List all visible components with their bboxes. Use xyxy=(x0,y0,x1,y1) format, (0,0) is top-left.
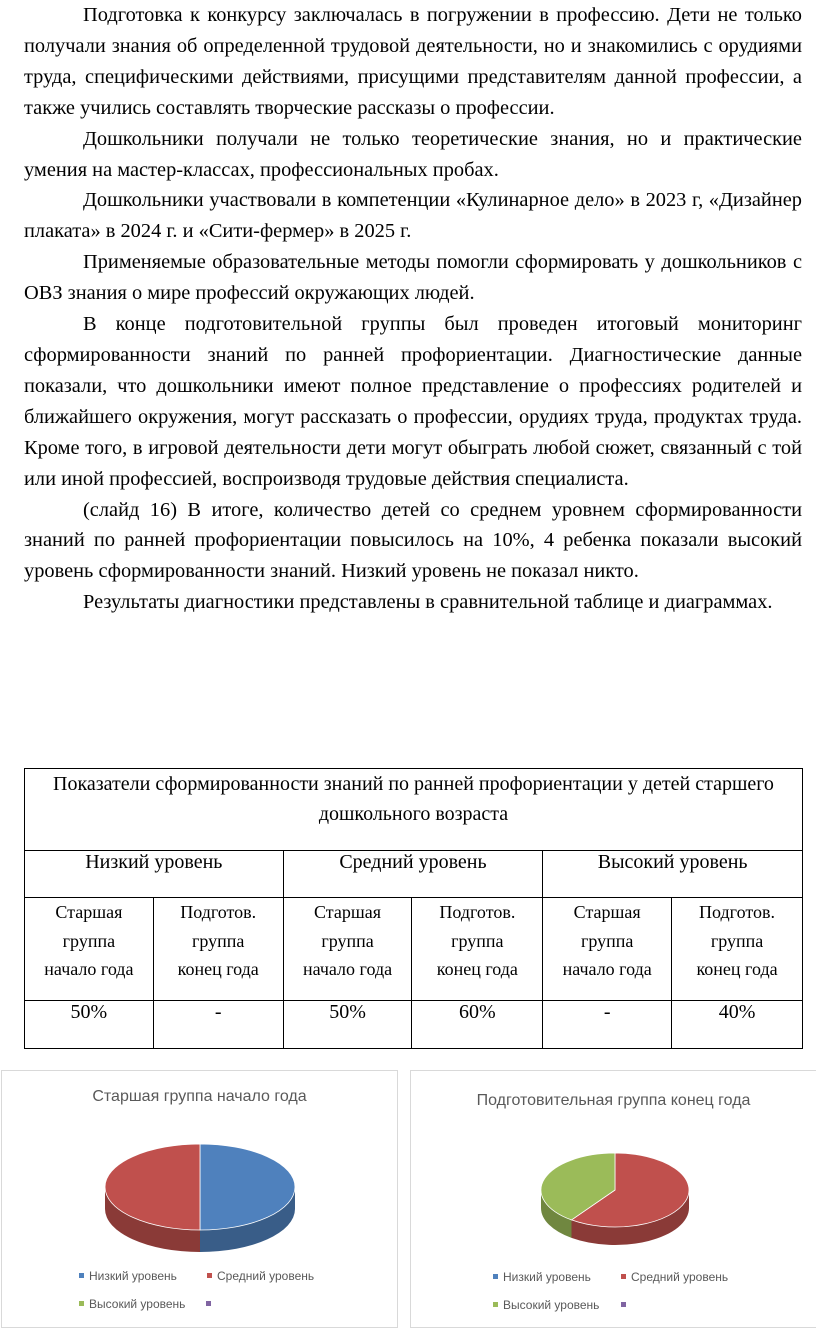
body-text xyxy=(24,0,802,618)
paragraph: Дошкольники участвовали в компетенции «Кулинарное дело» в 2023 г, «Дизайнер плаката» в 2024 г. и «Сити-фермер» в 2025 г. xyxy=(24,189,802,243)
legend-item: Низкий уровень xyxy=(79,1268,177,1284)
paragraph: Результаты диагностики представлены в сравнительной таблице и диаграммах. xyxy=(83,591,773,614)
paragraph: Применяемые образовательные методы помогли сформировать у дошкольников с ОВЗ знания о мире профессий окружающих людей. xyxy=(24,251,802,305)
pie-chart-prep-end xyxy=(410,1070,816,1328)
subheader-cell: Подготов. группа конец года xyxy=(672,898,803,1001)
legend-item: Средний уровень xyxy=(621,1269,728,1285)
table-title: Показатели сформированности знаний по ранней профориентации у детей старшего дошкольного возраста xyxy=(25,769,803,851)
legend-item xyxy=(206,1296,216,1312)
value-cell: 50% xyxy=(283,1001,412,1049)
legend-swatch xyxy=(79,1273,84,1278)
level-header-medium: Средний уровень xyxy=(283,851,543,898)
level-header-low: Низкий уровень xyxy=(25,851,284,898)
value-cell: 60% xyxy=(412,1001,543,1049)
pie-chart-svg xyxy=(2,1071,397,1327)
pie-chart-svg xyxy=(411,1071,816,1327)
subheader-cell: Старшая группа начало года xyxy=(25,898,154,1001)
legend-swatch xyxy=(206,1301,211,1306)
legend-item xyxy=(621,1297,631,1313)
value-cell: 50% xyxy=(25,1001,154,1049)
results-table xyxy=(24,768,803,1049)
subheader-cell: Старшая группа начало года xyxy=(283,898,412,1001)
subheader-cell: Подготов. группа конец года xyxy=(153,898,283,1001)
legend-item: Низкий уровень xyxy=(493,1269,591,1285)
legend-swatch xyxy=(493,1274,498,1279)
value-cell: 40% xyxy=(672,1001,803,1049)
value-cell: - xyxy=(543,1001,672,1049)
chart-title: Старшая группа начало года xyxy=(92,1088,307,1105)
legend-item: Средний уровень xyxy=(207,1268,314,1284)
legend-item: Высокий уровень xyxy=(79,1296,185,1312)
legend-swatch xyxy=(79,1301,84,1306)
paragraph: Подготовка к конкурсу заключалась в погружении в профессию. Дети не только получали знания об определенной трудовой деятельности, но и знакомились с орудиями труда, специфическими действиями, присущими представителям данной профессии, а также учились составлять творческие рассказы о профессии. xyxy=(24,4,802,119)
value-cell: - xyxy=(153,1001,283,1049)
paragraph: Дошкольники получали не только теоретические знания, но и практические умения на мастер-классах, профессиональных пробах. xyxy=(24,127,802,181)
legend-swatch xyxy=(493,1302,498,1307)
paragraph: В конце подготовительной группы был проведен итоговый мониторинг сформированности знаний по ранней профориентации. Диагностические данные показали, что дошкольники имеют полное представление о профессиях родителей и ближайшего окружения, могут рассказать о профессии, орудиях труда, продуктах труда. Кроме того, в игровой деятельности дети могут обыграть любой сюжет, связанный с той или иной профессией, воспроизводя трудовые действия специалиста. xyxy=(24,313,802,490)
pie-chart-senior-start xyxy=(1,1070,398,1328)
paragraph: (слайд 16) В итоге, количество детей со среднем уровнем сформированности знаний по ранней профориентации повысилось на 10%, 4 ребенка показали высокий уровень сформированности знаний. Низкий уровень не показал никто. xyxy=(24,498,802,583)
legend-swatch xyxy=(207,1273,212,1278)
chart-title: Подготовительная группа конец года xyxy=(476,1092,751,1109)
legend-swatch xyxy=(621,1302,626,1307)
level-header-high: Высокий уровень xyxy=(543,851,803,898)
legend-swatch xyxy=(621,1274,626,1279)
subheader-cell: Старшая группа начало года xyxy=(543,898,672,1001)
subheader-cell: Подготов. группа конец года xyxy=(412,898,543,1001)
legend-item: Высокий уровень xyxy=(493,1297,599,1313)
